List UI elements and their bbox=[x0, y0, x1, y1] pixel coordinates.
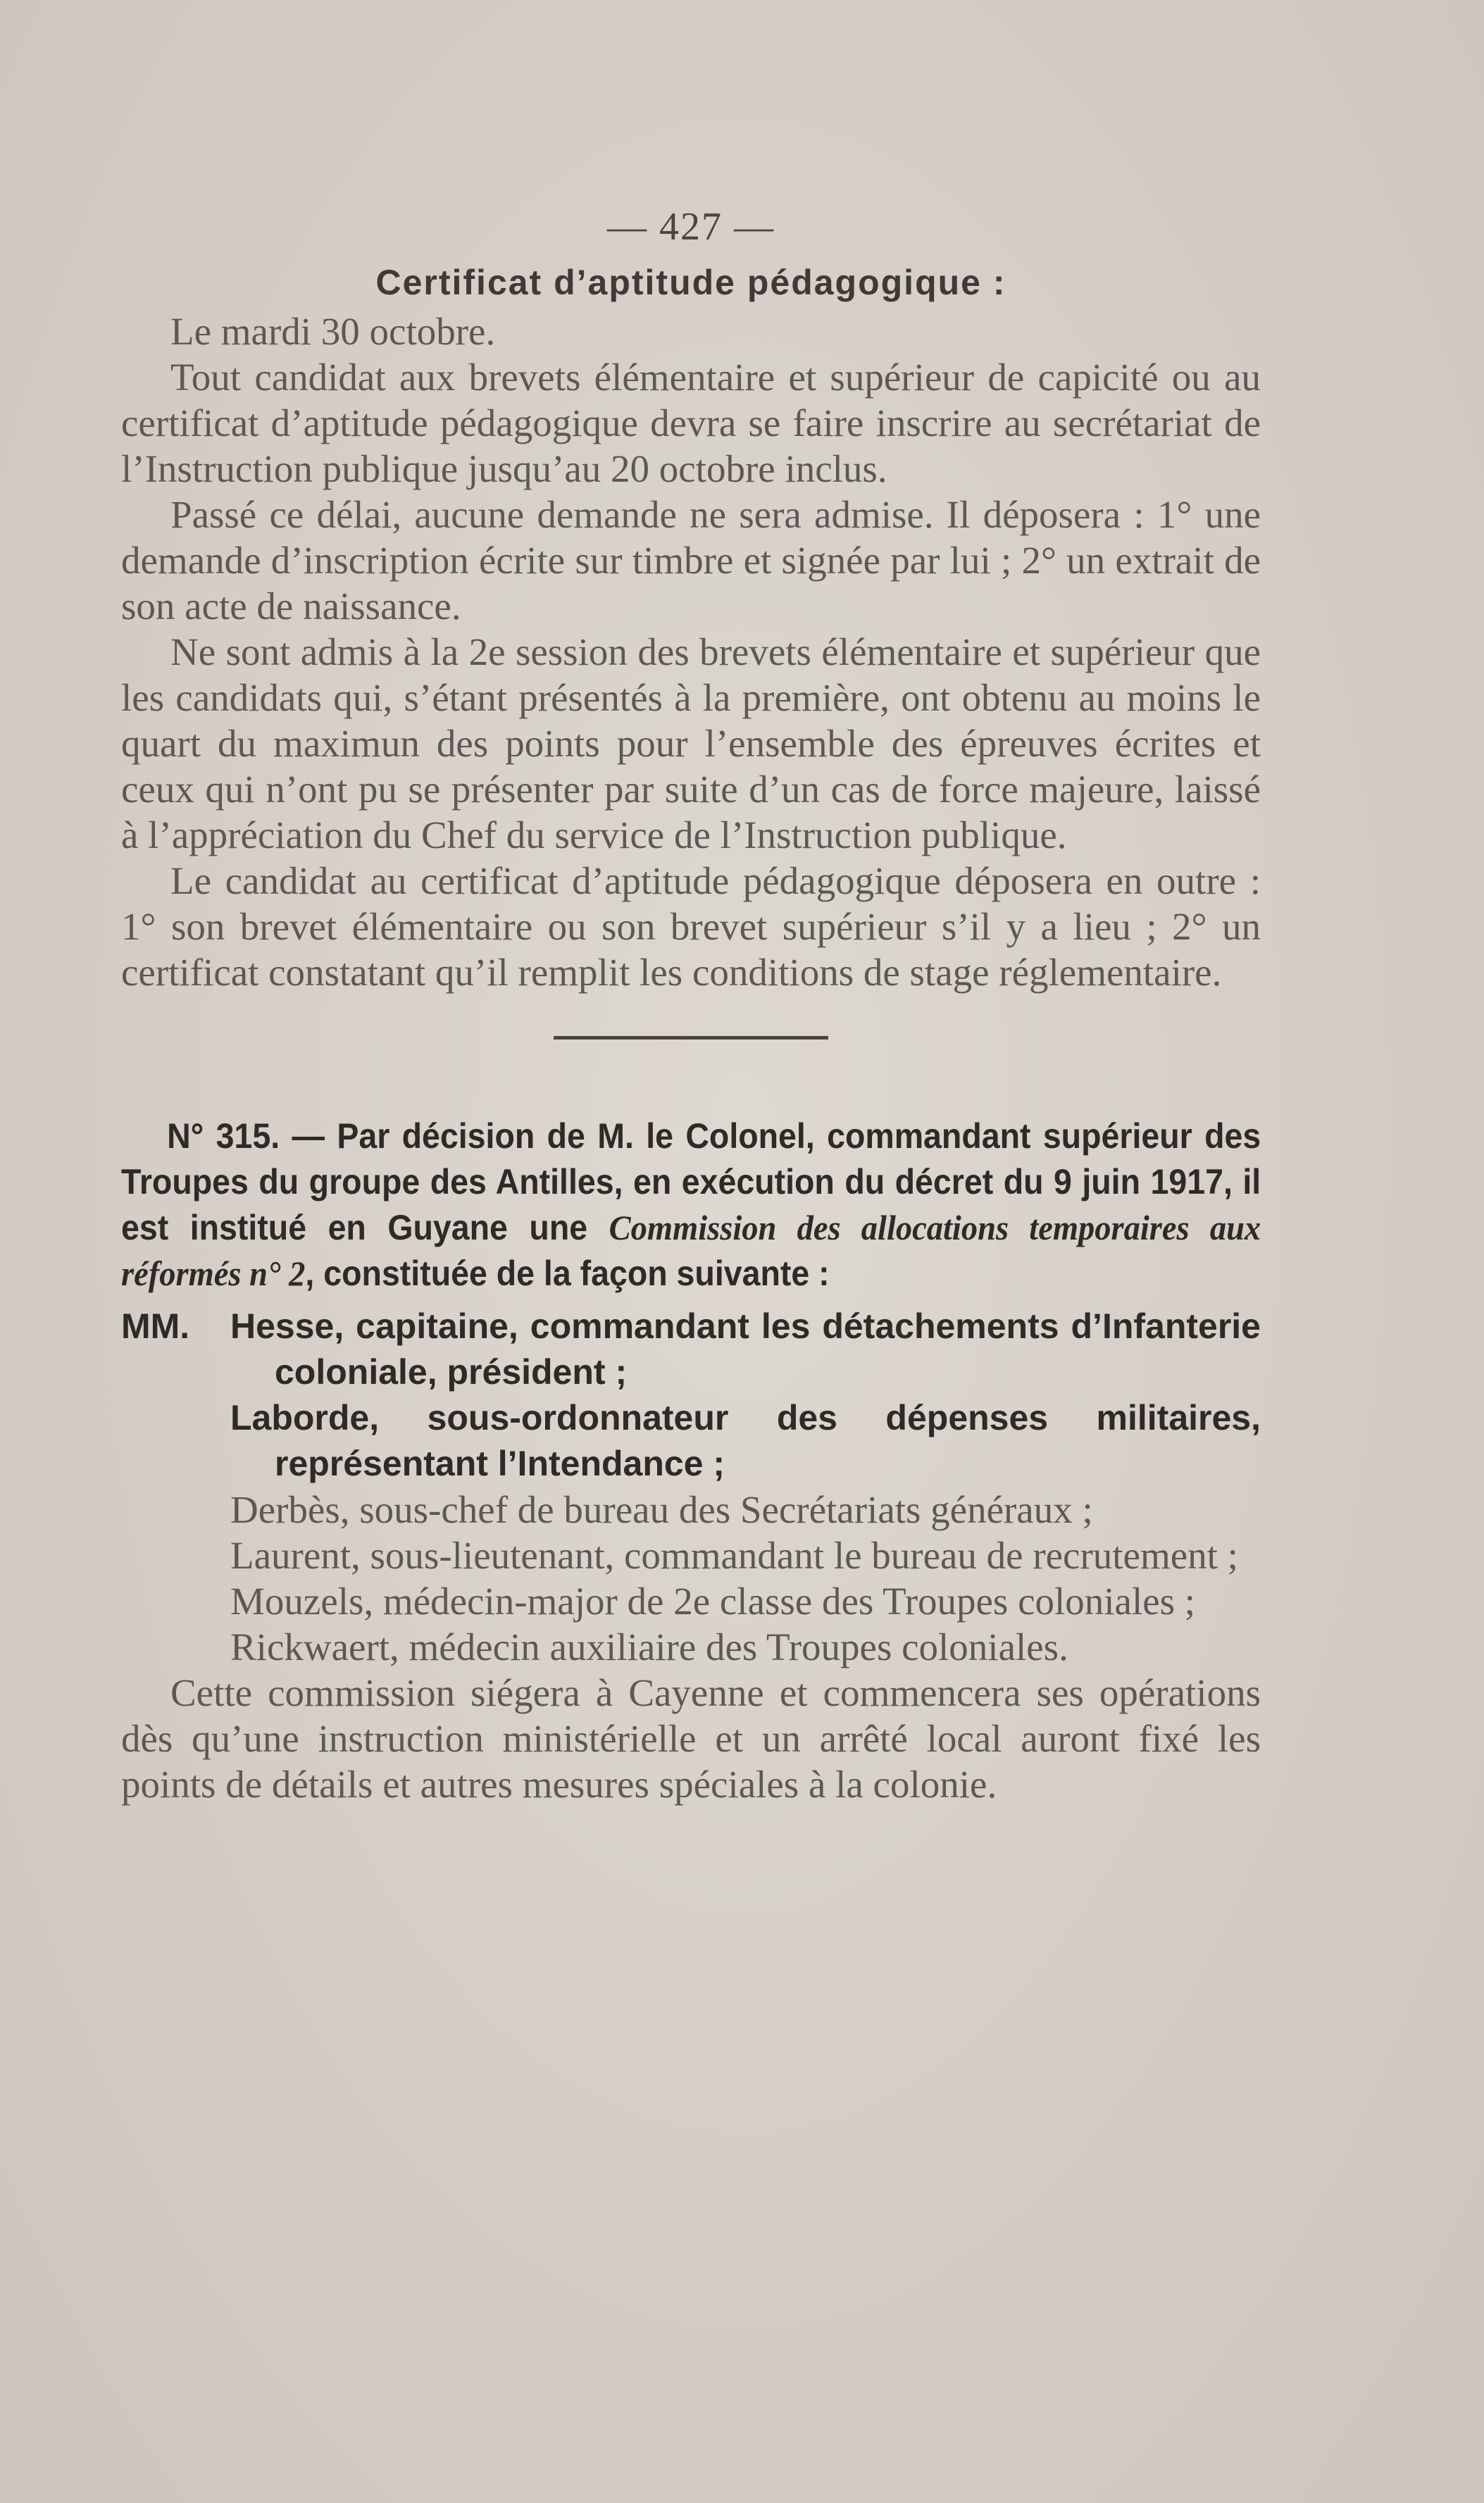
member-laborde: Laborde, sous-ordonnateur des dépenses militaires, représentant l’Intendance ; bbox=[230, 1398, 1261, 1483]
paragraph-admission: Ne sont admis à la 2e session des brevets élémentaire et supérieur que les candidats qui, s’étant présentés à la première, ont obtenu au moins le quart du maximun des points pour l’ensemble des épreuves écrites et ceux qui n’ont pu se présenter par suite d’un cas de force majeure, laissé à l’appréciation du Chef du service de l’Instruction publique. bbox=[121, 630, 1261, 856]
member-derbes: Derbès, sous-chef de bureau des Secrétariats généraux ; bbox=[230, 1488, 1093, 1531]
list-item bbox=[121, 1487, 1261, 1533]
date-line: Le mardi 30 octobre. bbox=[170, 310, 496, 353]
list-item bbox=[121, 1578, 1261, 1624]
section-divider bbox=[554, 1036, 828, 1040]
member-rickwaert: Rickwaert, médecin auxiliaire des Troupes coloniales. bbox=[230, 1625, 1068, 1668]
decision-paragraph bbox=[121, 1113, 1261, 1297]
decision-block bbox=[121, 1113, 1261, 1670]
members-list bbox=[121, 1304, 1261, 1670]
list-item bbox=[121, 1624, 1261, 1670]
page-number: — 427 — bbox=[607, 205, 775, 249]
commission-name: Commission des allocations temporaires aux réformés n° 2 bbox=[121, 1208, 1261, 1293]
paragraph-registration: Tout candidat aux brevets élémentaire et supérieur de capicité ou au certificat d’aptitude pédagogique devra se faire inscrire au secrétariat de l’Instruction publique jusqu’au 20 octobre inclus. bbox=[121, 356, 1261, 490]
page-content bbox=[121, 204, 1261, 1807]
member-mouzels: Mouzels, médecin-major de 2e classe des Troupes coloniales ; bbox=[230, 1580, 1196, 1623]
closing-paragraph: Cette commission siégera à Cayenne et commencera ses opérations dès qu’une instruction ministérielle et un arrêté local auront fixé les points de détails et autres mesures spéciales à la colonie. bbox=[121, 1671, 1261, 1806]
section-title: Certificat d’aptitude pédagogique : bbox=[375, 263, 1006, 302]
member-laurent: Laurent, sous-lieutenant, commandant le bureau de recrutement ; bbox=[230, 1534, 1238, 1577]
decision-outro: , constituée de la façon suivante : bbox=[305, 1254, 830, 1293]
list-item bbox=[121, 1395, 1261, 1487]
paragraph-certificate: Le candidat au certificat d’aptitude pédagogique déposera en outre : 1° son brevet élémentaire ou son brevet supérieur s’il y a lieu ; 2° un certificat constatant qu’il remplit les conditions de stage réglementaire. bbox=[121, 859, 1261, 994]
members-lead: MM. bbox=[121, 1306, 190, 1346]
member-hesse: Hesse, capitaine, commandant les détachements d’Infanterie coloniale, président ; bbox=[230, 1306, 1261, 1392]
decision-intro: N° 315. — Par décision de M. le Colonel, commandant supérieur des Troupes du groupe des Antilles, en exécution du décret du 9 juin 1917, il est institué en Guyane une bbox=[121, 1116, 1261, 1247]
paragraph-deadline: Passé ce délai, aucune demande ne sera admise. Il déposera : 1° une demande d’inscription écrite sur timbre et signée par lui ; 2° un extrait de son acte de naissance. bbox=[121, 493, 1261, 628]
list-item bbox=[121, 1533, 1261, 1578]
list-item bbox=[121, 1304, 1261, 1395]
